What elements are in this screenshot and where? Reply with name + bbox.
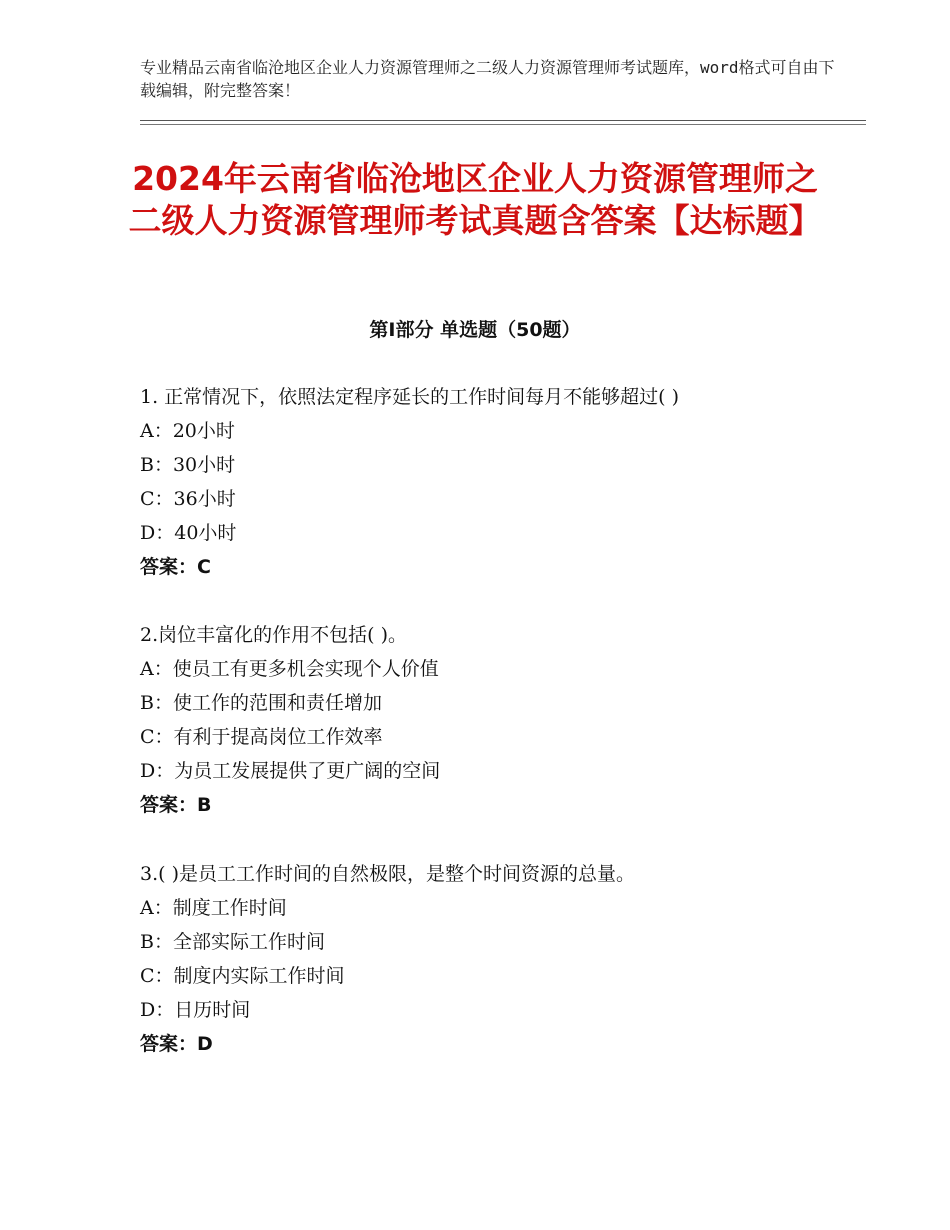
question-stem: 2.岗位丰富化的作用不包括( )。 xyxy=(140,624,407,646)
question-3 xyxy=(140,857,860,1061)
option-a: A：20小时 xyxy=(140,420,235,442)
answer: 答案：D xyxy=(140,1033,213,1055)
option-c: C：制度内实际工作时间 xyxy=(140,965,345,987)
document-title: 2024年云南省临沧地区企业人力资源管理师之二级人力资源管理师考试真题含答案【达标题】 xyxy=(128,159,822,240)
question-stem: 3.( )是员工工作时间的自然极限，是整个时间资源的总量。 xyxy=(140,863,635,885)
header-rule xyxy=(140,120,866,121)
answer: 答案：C xyxy=(140,556,211,578)
option-d: D：日历时间 xyxy=(140,999,251,1021)
question-1 xyxy=(140,380,860,584)
question-stem: 1. 正常情况下，依照法定程序延长的工作时间每月不能够超过( ) xyxy=(140,386,680,408)
option-a: A：使员工有更多机会实现个人价值 xyxy=(140,658,439,680)
question-2 xyxy=(140,618,860,822)
section-title: 第Ⅰ部分 单选题（50题） xyxy=(369,319,581,341)
option-d: D：40小时 xyxy=(140,522,237,544)
option-c: C：36小时 xyxy=(140,488,236,510)
option-a: A：制度工作时间 xyxy=(140,897,287,919)
option-c: C：有利于提高岗位工作效率 xyxy=(140,726,383,748)
option-b: B：使工作的范围和责任增加 xyxy=(140,692,382,714)
answer: 答案：B xyxy=(140,794,212,816)
option-d: D：为员工发展提供了更广阔的空间 xyxy=(140,760,441,782)
header-rule-secondary xyxy=(140,124,866,125)
header-note: 专业精品云南省临沧地区企业人力资源管理师之二级人力资源管理师考试题库，word格式可自由下载编辑，附完整答案！ xyxy=(140,58,835,100)
option-b: B：全部实际工作时间 xyxy=(140,931,325,953)
option-b: B：30小时 xyxy=(140,454,236,476)
